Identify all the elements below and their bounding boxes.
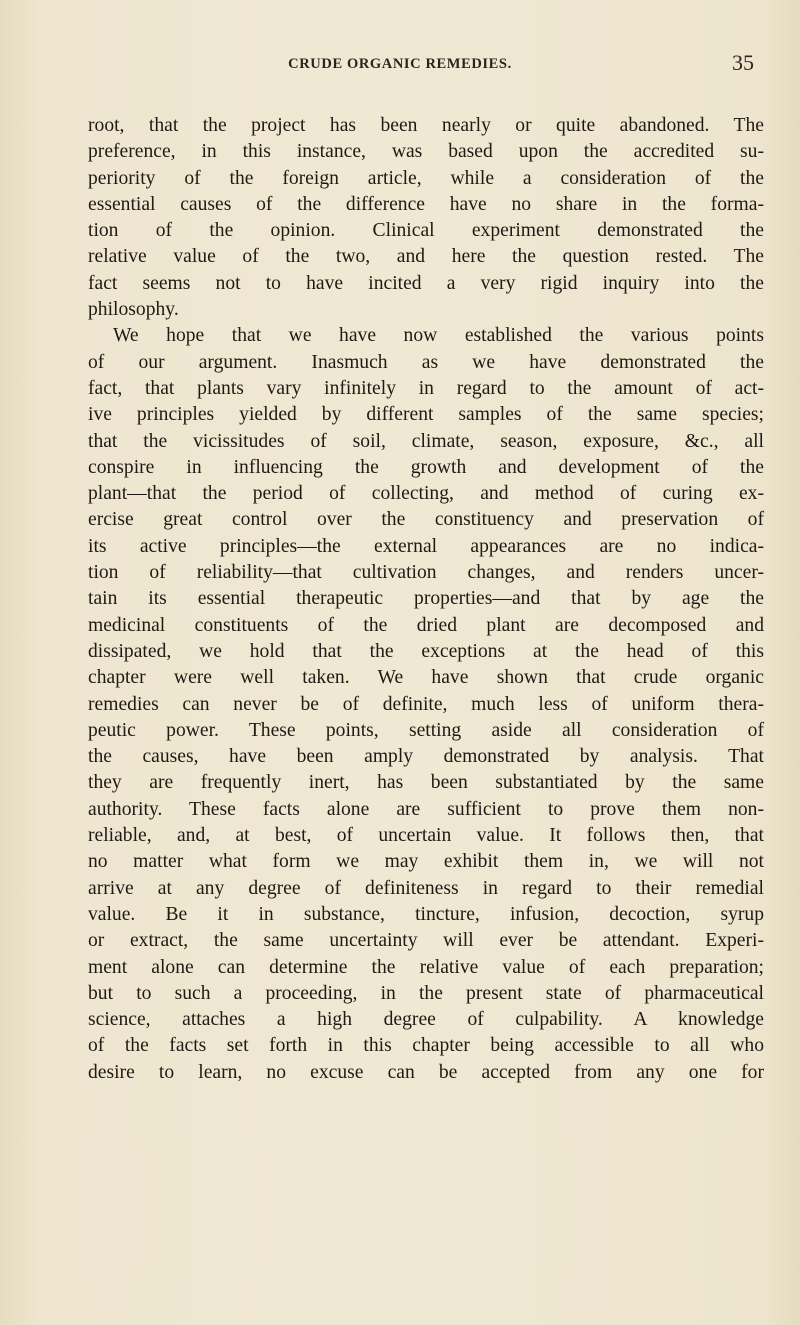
text-line: essential causes of the difference have no share in the forma- bbox=[88, 193, 764, 215]
text-line: dissipated, we hold that the exceptions at the head of this bbox=[88, 640, 764, 662]
text-line: ive principles yielded by different samples of the same species; bbox=[88, 404, 764, 426]
running-title: CRUDE ORGANIC REMEDIES. bbox=[288, 56, 512, 72]
text-line: ment alone can determine the relative value of each preparation; bbox=[88, 956, 764, 978]
text-line: conspire in influencing the growth and development of the bbox=[88, 456, 764, 478]
text-line: of the facts set forth in this chapter being accessible to all who bbox=[88, 1035, 764, 1057]
text-line: that the vicissitudes of soil, climate, season, exposure, &c., all bbox=[88, 430, 764, 452]
body-text bbox=[88, 113, 764, 1086]
text-line: science, attaches a high degree of culpability. A knowledge bbox=[88, 1009, 764, 1031]
text-line: or extract, the same uncertainty will ever be attendant. Experi- bbox=[88, 930, 764, 952]
text-line: philosophy. bbox=[88, 299, 179, 321]
text-line: no matter what form we may exhibit them in, we will not bbox=[88, 851, 764, 873]
text-line: reliable, and, at best, of uncertain value. It follows then, that bbox=[88, 825, 764, 847]
text-line: preference, in this instance, was based upon the accredited su- bbox=[88, 141, 764, 163]
text-line: periority of the foreign article, while a consideration of the bbox=[88, 167, 764, 189]
text-line: but to such a proceeding, in the present state of pharmaceutical bbox=[88, 982, 764, 1004]
running-head bbox=[0, 50, 800, 80]
text-line: arrive at any degree of definiteness in regard to their remedial bbox=[88, 877, 764, 899]
page-number: 35 bbox=[732, 50, 754, 75]
text-line: of our argument. Inasmuch as we have demonstrated the bbox=[88, 351, 764, 373]
text-line: peutic power. These points, setting aside all consideration of bbox=[88, 719, 764, 741]
text-line: relative value of the two, and here the question rested. The bbox=[88, 246, 764, 268]
text-line: plant—that the period of collecting, and method of curing ex- bbox=[88, 483, 764, 505]
text-line: ercise great control over the constituency and preservation of bbox=[88, 509, 764, 531]
text-line: its active principles—the external appearances are no indica- bbox=[88, 535, 764, 557]
text-line: the causes, have been amply demonstrated by analysis. That bbox=[88, 746, 764, 768]
text-line: fact, that plants vary infinitely in regard to the amount of act- bbox=[88, 377, 764, 399]
text-line: fact seems not to have incited a very rigid inquiry into the bbox=[88, 272, 764, 294]
text-line: tain its essential therapeutic properties—and that by age the bbox=[88, 588, 764, 610]
text-line: We hope that we have now established the various points bbox=[113, 325, 764, 347]
text-line: desire to learn, no excuse can be accepted from any one for bbox=[88, 1061, 764, 1083]
text-line: chapter were well taken. We have shown that crude organic bbox=[88, 667, 764, 689]
text-line: authority. These facts alone are sufficient to prove them non- bbox=[88, 798, 764, 820]
text-line: remedies can never be of definite, much less of uniform thera- bbox=[88, 693, 764, 715]
text-line: value. Be it in substance, tincture, infusion, decoction, syrup bbox=[88, 903, 764, 925]
text-line: they are frequently inert, has been substantiated by the same bbox=[88, 772, 764, 794]
text-line: tion of reliability—that cultivation changes, and renders uncer- bbox=[88, 562, 764, 584]
text-line: tion of the opinion. Clinical experiment demonstrated the bbox=[88, 220, 764, 242]
text-line: medicinal constituents of the dried plant are decomposed and bbox=[88, 614, 764, 636]
text-line: root, that the project has been nearly or quite abandoned. The bbox=[88, 115, 764, 136]
